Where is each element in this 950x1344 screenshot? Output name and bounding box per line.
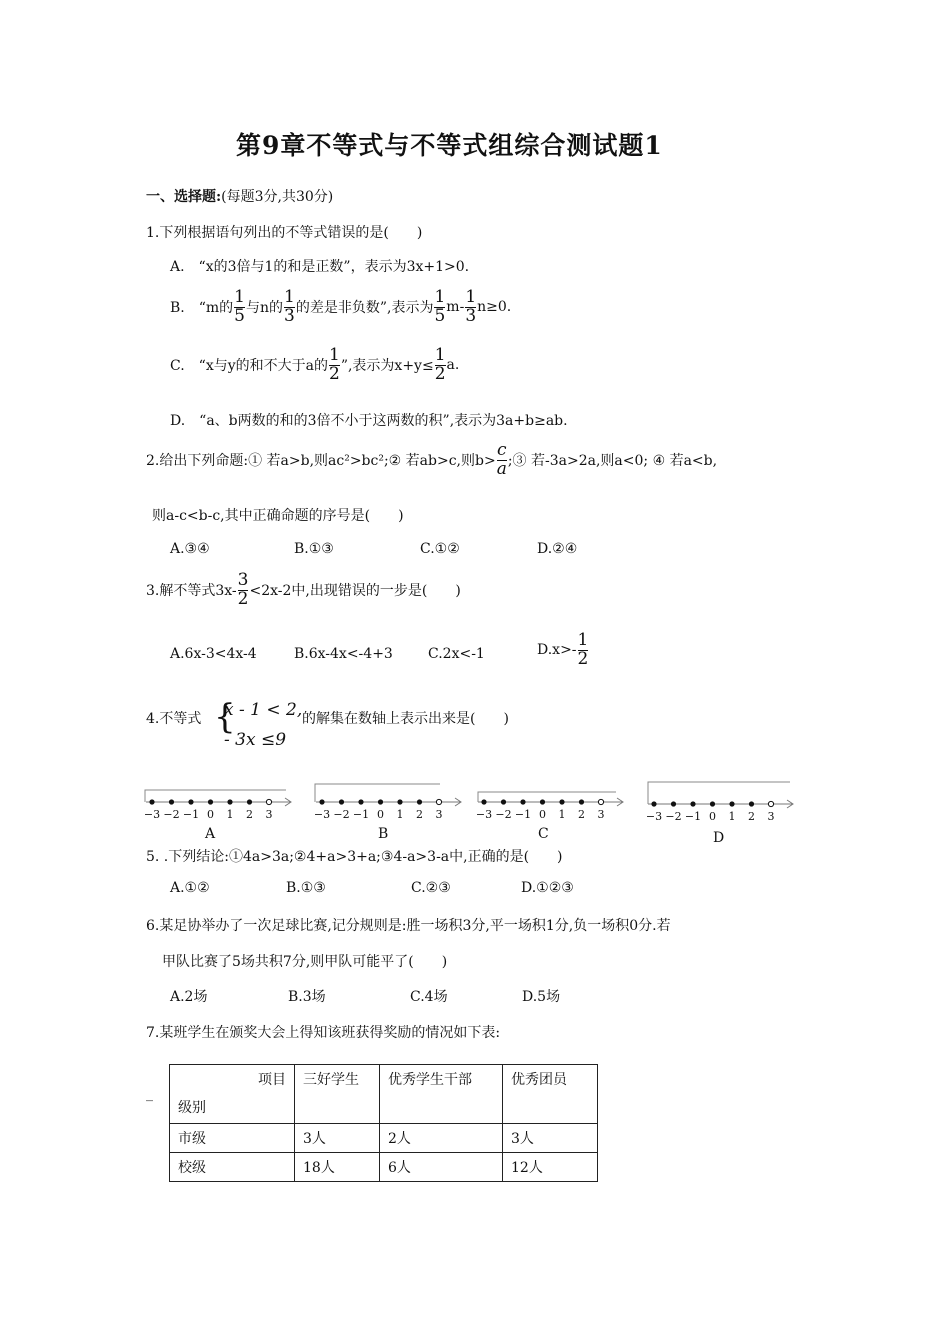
q1-option-d: D. “a、b两数的和的3倍不小于这两数的积”,表示为3a+b≥ab.	[170, 413, 568, 429]
table-cell: 18人	[295, 1153, 380, 1182]
tick-label: −3	[645, 810, 663, 823]
tick-label: 2	[246, 808, 253, 821]
table-cell: 2人	[380, 1124, 503, 1153]
tick-label: −2	[495, 808, 512, 821]
tick-label: −3	[143, 808, 161, 821]
q6-stem-line1: 6.某足协举办了一次足球比赛,记分规则是:胜一场积3分,平一场积1分,负一场积0分.若	[146, 918, 671, 934]
q5-option-a: A.①②	[170, 880, 210, 896]
q5-option-d: D.①②③	[521, 880, 574, 896]
tick-dot	[520, 799, 525, 804]
number-line-a	[144, 790, 291, 821]
q2-option-c: C.①②	[420, 541, 460, 557]
table-corner-cell: 项目 级别	[170, 1065, 295, 1124]
tick-dot	[169, 799, 174, 804]
tick-label: −1	[514, 808, 532, 821]
tick-dot	[227, 799, 232, 804]
fraction: $\frac{1}{5}$	[434, 287, 446, 326]
fraction: $\frac{1}{2}$	[434, 345, 446, 384]
tick-dot	[749, 801, 754, 806]
q5-option-c: C.②③	[411, 880, 451, 896]
number-line-c	[476, 792, 623, 821]
q3-option-d: D.x>- $\frac{1}{2}$	[537, 630, 589, 669]
tick-dot	[481, 799, 486, 804]
tick-label: 1	[396, 808, 404, 821]
tick-dot	[319, 799, 324, 804]
table-cell: 6人	[380, 1153, 503, 1182]
tick-label: −1	[182, 808, 200, 821]
tick-dot	[397, 799, 402, 804]
q2-option-b: B.①③	[294, 541, 334, 557]
tick-label: 1	[558, 808, 566, 821]
solution-bracket	[478, 792, 616, 802]
table-cell: 3人	[503, 1124, 598, 1153]
q1-option-a: A. “x的3倍与1的和是正数”，表示为3x+1>0.	[170, 259, 470, 275]
fraction: $\frac{1}{3}$	[465, 287, 477, 326]
tick-label: 3	[597, 808, 605, 821]
table-cell: 市级	[170, 1124, 295, 1153]
table-row	[170, 1124, 598, 1153]
tick-label: −3	[313, 808, 331, 821]
q3-option-a: A.6x-3<4x-4	[170, 646, 257, 662]
tick-label: 0	[207, 808, 214, 821]
q6-option-c: C.4场	[410, 989, 448, 1005]
section-label: 一、选择题:	[146, 189, 222, 205]
tick-dot	[579, 799, 584, 804]
fraction: $\frac{1}{3}$	[284, 287, 295, 326]
axis-label-c: C	[538, 826, 549, 842]
q2-option-a: A.③④	[170, 541, 210, 557]
tick-dot	[651, 801, 656, 806]
solution-bracket	[648, 782, 790, 804]
tick-label: −2	[333, 808, 350, 821]
tick-dot	[729, 801, 734, 806]
tick-dot	[208, 799, 213, 804]
axis-label-a: A	[205, 826, 216, 842]
q6-option-a: A.2场	[170, 989, 208, 1005]
brace-glyph: {	[214, 697, 236, 737]
number-lines	[0, 770, 950, 850]
tick-label: 1	[226, 808, 234, 821]
solution-bracket	[315, 784, 440, 802]
tick-label: 3	[767, 810, 775, 823]
table-header-row	[170, 1065, 598, 1124]
table-header-cell: 三好学生	[295, 1065, 380, 1124]
tick-dot	[540, 799, 545, 804]
tick-label: 0	[539, 808, 546, 821]
table-header-cell: 优秀团员	[503, 1065, 598, 1124]
table-header-cell: 优秀学生干部	[380, 1065, 503, 1124]
tick-dot	[501, 799, 506, 804]
tick-dot	[149, 799, 154, 804]
tick-dot	[378, 799, 383, 804]
fraction: $\frac{1}{5}$	[234, 287, 245, 326]
tick-label: 2	[748, 810, 755, 823]
q7-stem: 7.某班学生在颁奖大会上得知该班获得奖励的情况如下表:	[146, 1025, 501, 1041]
section-note: (每题3分,共30分)	[221, 189, 334, 205]
table-cell: 校级	[170, 1153, 295, 1182]
q4-system-line1: x - 1 < 2,	[224, 700, 303, 720]
q2-stem-line2: 则a-c<b-c,其中正确命题的序号是( )	[152, 508, 404, 524]
table-cell: 3人	[295, 1124, 380, 1153]
tick-label: 3	[265, 808, 273, 821]
q6-option-d: D.5场	[522, 989, 561, 1005]
q1-stem: 1.下列根据语句列出的不等式错误的是( )	[146, 225, 423, 241]
tick-label: 2	[416, 808, 423, 821]
number-line-b	[314, 784, 461, 821]
q1-option-c: C. “x与y的和不大于a的 $\frac{1}{2}$ ”,表示为x+y≤ $\frac{1}{2}$ a.	[170, 345, 460, 384]
tick-dot	[559, 799, 564, 804]
q2-option-d: D.②④	[537, 541, 578, 557]
section-header	[146, 186, 333, 206]
tick-dot	[358, 799, 363, 804]
award-table	[169, 1064, 598, 1182]
tick-dot	[690, 801, 695, 806]
tick-dot	[339, 799, 344, 804]
table-row	[170, 1153, 598, 1182]
q7-dash: _	[146, 1086, 153, 1102]
q4-stem-post: 的解集在数轴上表示出来是( )	[302, 711, 509, 727]
number-line-d	[646, 782, 793, 823]
fraction: $\frac{1}{2}$	[328, 345, 340, 384]
tick-label: 0	[377, 808, 384, 821]
fraction: $\frac{1}{2}$	[577, 630, 589, 669]
q3-stem: 3.解不等式3x- $\frac{3}{2}$ <2x-2中,出现错误的一步是( )	[146, 570, 461, 609]
tick-open-dot	[436, 799, 441, 804]
axis-label-b: B	[378, 826, 389, 842]
tick-label: −2	[665, 810, 682, 823]
q3-option-c: C.2x<-1	[428, 646, 485, 662]
tick-label: −3	[475, 808, 493, 821]
solution-bracket	[145, 790, 286, 802]
tick-dot	[710, 801, 715, 806]
table-cell: 12人	[503, 1153, 598, 1182]
tick-dot	[671, 801, 676, 806]
q4-system-line2: - 3x ≤9	[224, 730, 287, 750]
tick-dot	[417, 799, 422, 804]
page-title: 第9章不等式与不等式组综合测试题1	[236, 131, 663, 160]
q5-stem: 5. .下列结论:①4a>3a;②4+a>3+a;③4-a>3-a中,正确的是( )	[146, 849, 563, 865]
tick-label: −2	[163, 808, 180, 821]
tick-label: 2	[578, 808, 585, 821]
q6-stem-line2: 甲队比赛了5场共积7分,则甲队可能平了( )	[162, 954, 448, 970]
tick-open-dot	[266, 799, 271, 804]
fraction: $\frac{c}{a}$	[496, 440, 507, 479]
tick-open-dot	[768, 801, 773, 806]
tick-open-dot	[598, 799, 603, 804]
tick-dot	[188, 799, 193, 804]
q3-option-b: B.6x-4x<-4+3	[294, 646, 393, 662]
tick-label: 3	[435, 808, 443, 821]
axis-label-d: D	[713, 830, 725, 846]
tick-dot	[247, 799, 252, 804]
q2-stem: 2.给出下列命题:① 若a>b,则ac²>bc²;② 若ab>c,则b> $\frac{c}{a}$ ;③ 若-3a>2a,则a<0; ④ 若a<b,	[146, 440, 718, 479]
q4-stem-pre: 4.不等式	[146, 711, 202, 727]
tick-label: −1	[684, 810, 702, 823]
q1-option-b: B. “m的 $\frac{1}{5}$ 与n的 $\frac{1}{3}$ 的差是非负数”,表示为 $\frac{1}{5}$ m- $\frac{1}{3}$ n≥0.	[170, 287, 512, 326]
q6-option-b: B.3场	[288, 989, 326, 1005]
fraction: $\frac{3}{2}$	[237, 570, 249, 609]
tick-label: 1	[728, 810, 736, 823]
q5-option-b: B.①③	[286, 880, 326, 896]
tick-label: 0	[709, 810, 716, 823]
tick-label: −1	[352, 808, 370, 821]
